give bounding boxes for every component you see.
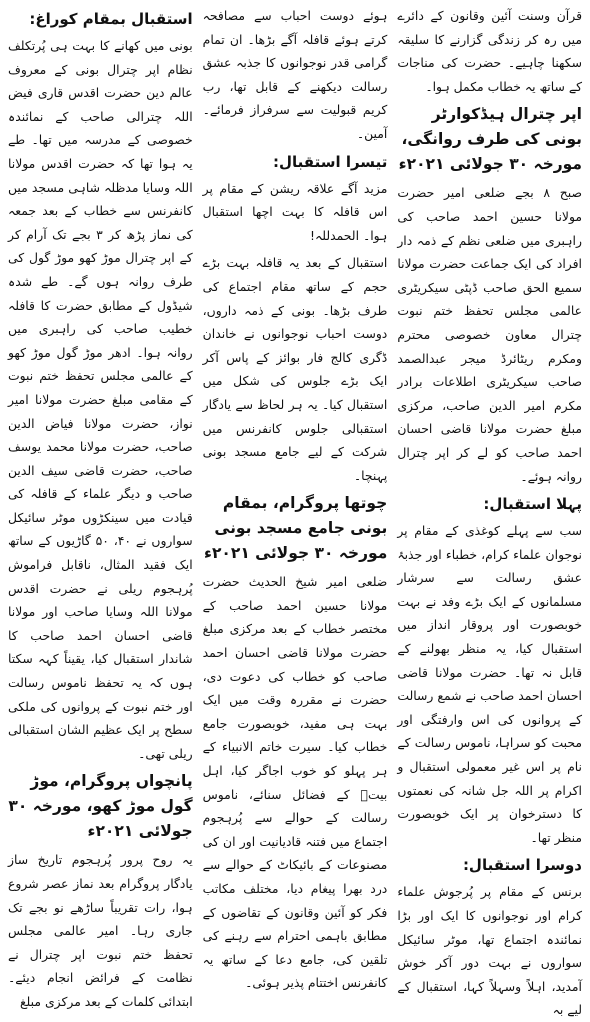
article-paragraph: ہوئے دوست احباب سے مصافحہ کرتے ہوئے قافلہ آگے بڑھا۔ ان تمام گرامی قدر نوجوانوں کا جذبہ عشق رسالت دیکھنے کے قابل تھا، رب کریم قبولیت سے سرفراز فرمائے۔ آمین۔ [202,8,388,141]
article-paragraph: استقبال کے بعد یہ قافلہ بہت بڑے حجم کے ساتھ مقام اجتماع کی طرف بڑھا۔ بونی کے ذمہ داروں، دوست احباب نوجوانوں نے خاندان ڈگری کالج فار بوائز کے پاس آکر ایک بڑے جلوس کی شکل میں استقبال کیا۔ یہ ہر لحاظ سے یادگار استقبالی جلوس کانفرنس میں شرکت کے لیے جامع مسجد بونی پہنچا۔ [202,255,388,483]
section-heading: استقبال بمقام کوراغ: [29,10,193,28]
section-heading: اپر چترال ہیڈکوارٹر بونی کی طرف روانگی، مورخہ ۳۰ جولائی ۲۰۲۱ء [398,105,582,174]
section-heading: چوتھا پروگرام، بمقام بونی جامع مسجد بونی مورخہ ۳۰ جولائی ۲۰۲۱ء [204,494,388,563]
column-left [7,4,193,1009]
section-heading: تیسرا استقبال: [273,152,388,171]
article-paragraph: سب سے پہلے کوغذی کے مقام پر نوجوان علماء کرام، خطباء اور جذبۂ عشق رسالت سے سرشار مسلمانوں کے ایک بڑے وفد نے بہت خوبصورت اور پروقار انداز میں استقبال کیا، یہ منظر بھولنے کے قابل نہ تھا۔ حضرت مولانا قاضی احسان احمد صاحب نے شمع رسالت کے پروانوں کی اس وارفتگی اور محبت کو سراہا، ناموس رسالت کے نام پر اس غیر معمولی استقبال و اکرام پر اللہ جل شانہ کی نعمتوں کا دسترخوان پر ایک خوبصورت منظر تھا۔ [397,523,582,845]
article-paragraph: بونی میں کھانے کا بہت ہی پُرتکلف نظام اپر چترال بونی کے معروف عالم دین حضرت اقدس قاری فیض اللہ چترالی صاحب کے نمائندہ خصوصی کے مدرسہ میں تھا۔ طے یہ ہوا تھا کہ حضرت اقدس مولانا اللہ وسایا مدظلہ شاہی مسجد میں کانفرنس سے خطاب کے بعد جمعہ کی نماز پڑھ کر ۳ بجے تک آرام کر کے اپر چترال موڑ کھو موڑ گول کی طرف روانہ ہوں گے۔ طے شدہ شیڈول کے مطابق حضرت کا قافلہ خطیب صاحب کی راہبری میں روانہ ہوا۔ ادھر موڑ گول موڑ کھو کے عالمی مجلس تحفظ ختم نبوت کے مقامی مبلغ حضرت مولانا امیر نواز، حضرت مولانا فیاض الدین صاحب، حضرت مولانا محمد یوسف صاحب، حضرت قاضی سیف الدین صاحب و دیگر علماء کے قافلہ کی قیادت میں سینکڑوں موٹر سائیکل سواروں نے ۴۰، ۵۰ گاڑیوں کے ساتھ ایک فقید المثال، ناقابل فراموش پُرہجوم ریلی نے حضرت اقدس مولانا اللہ وسایا صاحب اور مولانا قاضی احسان احمد صاحب کا شاندار استقبال کیا، یقیناً کہہ سکتا ہوں کہ یہ تحفظ ناموس رسالت اور ختم نبوت کے پروانوں کی ملکی سطح پر ایک عظیم الشان استقبالی ریلی تھی۔ [7,38,193,761]
section-heading: دوسرا استقبال: [462,856,582,875]
article-paragraph: یہ روح پرور پُرہجوم تاریخ ساز یادگار پروگرام بعد نماز عصر شروع ہوا، رات تقریباً ساڑھے نو بجے تک جاری رہا۔ امیر عالمی مجلس تحفظ ختم نبوت اپر چترال نے نظامت کے فرائض انجام دیئے۔ ابتدائی کلمات کے بعد مرکزی مبلغ [7,852,193,1009]
section-heading: پانچواں پروگرام، موڑ گول موڑ کھو، مورخہ ۳۰ جولائی ۲۰۲۱ء [8,772,193,841]
article-paragraph: صبح ۸ بجے ضلعی امیر حضرت مولانا حسین احمد صاحب کی راہبری میں ضلعی نظم کے ذمہ دار افراد کی ایک جماعت حضرت مولانا سمیع الحق صاحب ڈپٹی سیکریٹری عالمی مجلس تحفظ ختم نبوت چترال معاون خصوصی محترم ومکرم ریٹائرڈ میجر عبدالصمد صاحب سیکریٹری اطلاعات برادر مکرم امیر الدین صاحب، مرکزی مبلغ حضرت مولانا قاضی احسان احمد صاحب کو لے کر اپر چترال روانہ ہوئے۔ [397,185,583,484]
column-middle [202,4,388,991]
column-right [397,4,583,1018]
article-paragraph: قرآن وسنت آئین وقانون کے دائرے میں رہ کر زندگی گزارنے کا سلیقہ سکھنا چاہیے۔ حضرت کی مناجات کے ساتھ یہ خطاب مکمل ہوا۔ [397,8,582,94]
article-paragraph: ضلعی امیر شیخ الحدیث حضرت مولانا حسین احمد صاحب کے مختصر خطاب کے بعد مرکزی مبلغ حضرت مولانا قاضی احسان احمد صاحب کو خطاب کی دعوت دی، حضرت نے مقررہ وقت میں ایک بہت ہی مفید، خوبصورت جامع خطاب کیا۔ سیرت خاتم الانبیاء کے ہر پہلو کو خوب اجاگر کیا، اہل بیتؓ کے فضائل سنائے، ناموس رسالت کے حوالے سے پُرہجوم اجتماع میں فتنہ قادیانیت اور ان کی مصنوعات کے بائیکاٹ کے حوالے سے درد بھرا پیغام دیا، مختلف مکاتب فکر کو آئین وقانون کے تقاضوں کے مطابق باہمی احترام سے رہنے کی تلقین کی، جامع دعا کے ساتھ یہ کانفرنس اختتام پذیر ہوئی۔ [202,574,388,991]
article-paragraph: برنس کے مقام پر پُرجوش علماء کرام اور نوجوانوں کا ایک اور بڑا نمائندہ اجتماع تھا، موٹر سائیکل سواروں نے بہت دور آکر خوش آمدید، اہلاً وسہلاً کہا، استقبال کے لیے بہ [397,884,582,1018]
section-heading: پہلا استقبال: [483,495,582,514]
article-paragraph: مزید آگے علاقہ ریشن کے مقام پر اس قافلہ کا بہت اچھا استقبال ہوا۔ الحمدللہ! [202,180,388,243]
